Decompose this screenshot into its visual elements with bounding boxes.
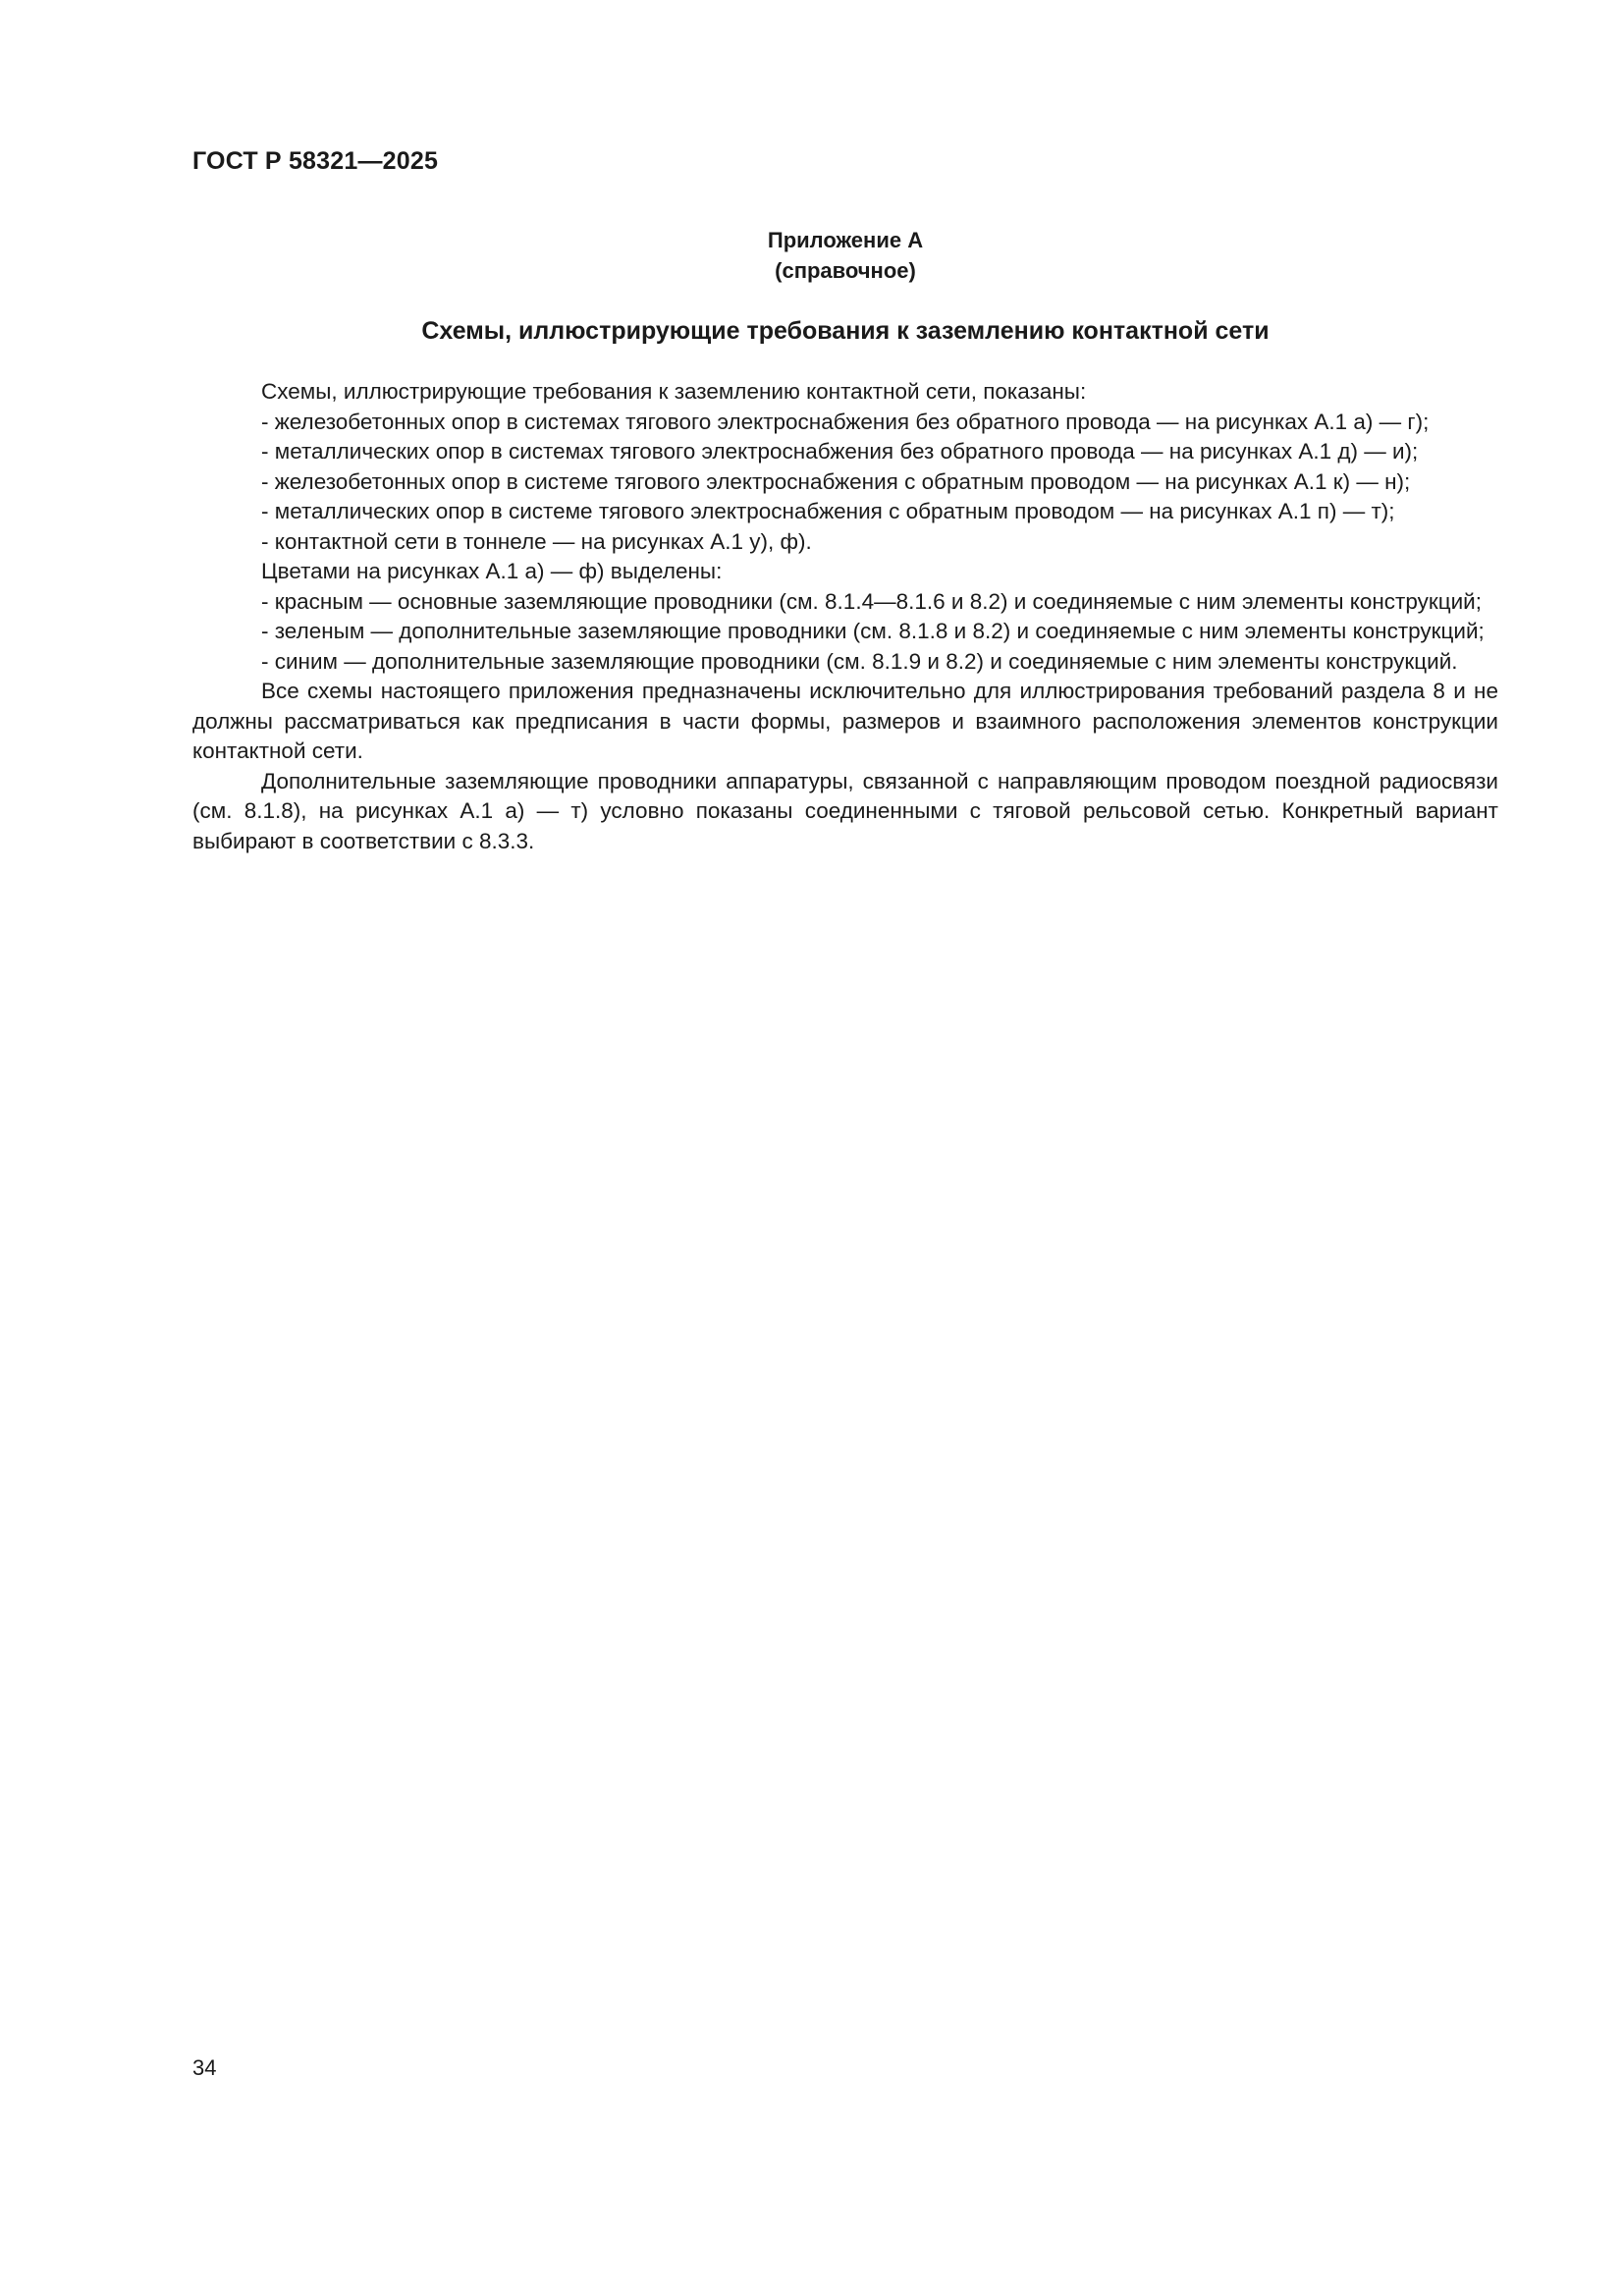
page-number: 34 [192,2055,217,2080]
list-item: - зеленым — дополнительные заземляющие проводники (см. 8.1.8 и 8.2) и соединяемые с ним элементы конструкций; [261,619,1485,643]
list-item: - красным — основные заземляющие проводники (см. 8.1.4—8.1.6 и 8.2) и соединяемые с ним элементы конструкций; [261,588,1482,614]
paragraph: Все схемы настоящего приложения предназначены исключительно для иллюстрирования требований раздела 8 и не должны рассматриваться как предписания в части формы, размеров и взаимного расположения элементов конструкции контактной сети. [192,679,1498,763]
appendix-kind: (справочное) [775,258,916,283]
paragraph: Дополнительные заземляющие проводники аппаратуры, связанной с направляющим проводом поездной радиосвязи (см. 8.1.8), на рисунках А.1 а) — т) условно показаны соединенными с тяговой рельсовой сетью. Конкретный вариант выбирают в соответствии с 8.3.3. [192,768,1498,853]
appendix-heading [192,225,1498,286]
body-text [192,377,1498,856]
list-item: - железобетонных опор в системе тягового электроснабжения с обратным проводом — на рисунках А.1 к) — н); [261,468,1411,494]
paragraph: Цветами на рисунках А.1 а) — ф) выделены: [261,559,723,583]
appendix-label: Приложение А [767,228,924,252]
list-item: - металлических опор в системе тягового электроснабжения с обратным проводом — на рисунках А.1 п) — т); [261,499,1395,523]
appendix-title: Схемы, иллюстрирующие требования к заземлению контактной сети [421,317,1270,345]
list-item: - металлических опор в системах тягового электроснабжения без обратного провода — на рисунках А.1 д) — и); [261,439,1419,464]
list-item: - синим — дополнительные заземляющие проводники (см. 8.1.9 и 8.2) и соединяемые с ним элементы конструкций. [261,648,1458,674]
list-item: - контактной сети в тоннеле — на рисунках А.1 у), ф). [261,528,812,554]
document-code: ГОСТ Р 58321—2025 [192,147,439,175]
list-item: - железобетонных опор в системах тягового электроснабжения без обратного провода — на рисунках А.1 а) — г); [261,409,1430,434]
paragraph: Схемы, иллюстрирующие требования к заземлению контактной сети, показаны: [261,379,1087,404]
